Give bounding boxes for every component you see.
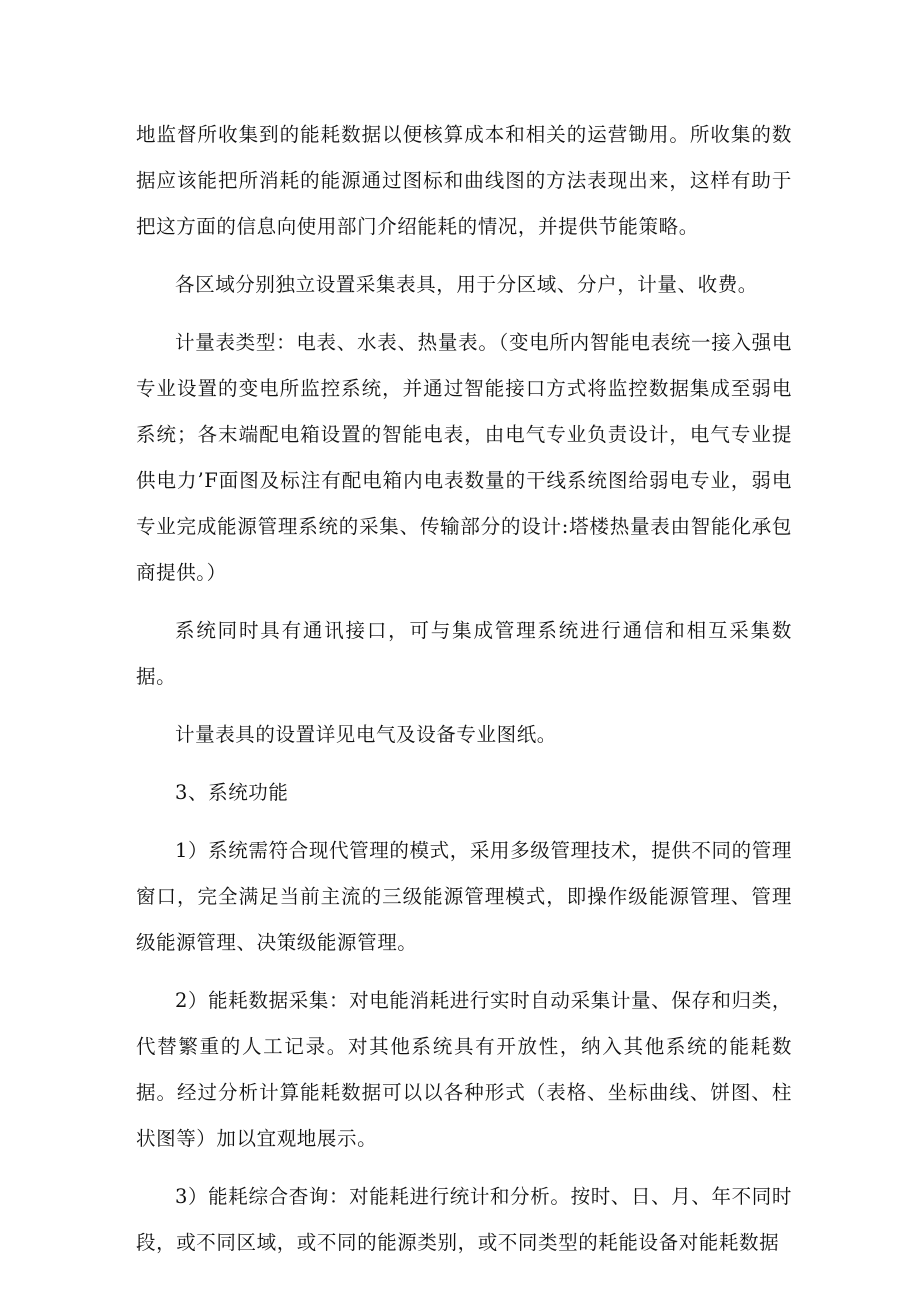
paragraph-meter-setup: 计量表具的设置详见电气及设备专业图纸。: [175, 723, 557, 746]
paragraph-communication-interface: 系统同时具有通讯接口，可与集成管理系统进行通信和相互采集数据。: [136, 619, 792, 688]
paragraph-function-2: 2）能耗数据采集：对电能消耗进行实时自动采集计量、保存和归类，代替繁重的人工记录。对其他系统具有开放性，纳入其他系统的能耗数据。经过分析计算能耗数据可以以各种形式（表格、坐标曲线、饼图、柱状图等）加以宜观地展示。: [136, 989, 792, 1150]
section-heading-system-functions: 3、系统功能: [175, 781, 289, 804]
document-body: [136, 112, 792, 1266]
paragraph-continuation: 地监督所收集到的能耗数据以便核算成本和相关的运营锄用。所收集的数据应该能把所消耗的能源通过图标和曲线图的方法表现出来，这样有助于把这方面的信息向使用部门介绍能耗的情况，并提供节能策略。: [136, 123, 792, 238]
paragraph-metering-zones: 各区域分别独立设置采集表具，用于分区域、分户，计量、收费。: [175, 273, 758, 296]
paragraph-function-3: 3）能耗综合杳询：对能耗进行统计和分析。按时、日、月、年不同时段，或不同区域，或不同的能源类别，或不同类型的耗能设备对能耗数据: [136, 1185, 792, 1254]
paragraph-function-1: 1）系统需符合现代管理的模式，采用多级管理技术，提供不同的管理窗口，完全满足当前主流的三级能源管理模式，即操作级能源管理、管理级能源管理、决策级能源管理。: [136, 839, 792, 954]
paragraph-meter-types: 计量表类型：电表、水表、热量表。（变电所内智能电表统一接入强电专业设置的变电所监控系统，并通过智能接口方式将监控数据集成至弱电系统；各末端配电箱设置的智能电表，由电气专业负责设计，电气专业提供电力’F面图及标注有配电箱内电表数量的干线系统图给弱电专业，弱电专业完成能源管理系统的采集、传输部分的设计:塔楼热量表由智能化承包商提供。）: [136, 331, 792, 584]
